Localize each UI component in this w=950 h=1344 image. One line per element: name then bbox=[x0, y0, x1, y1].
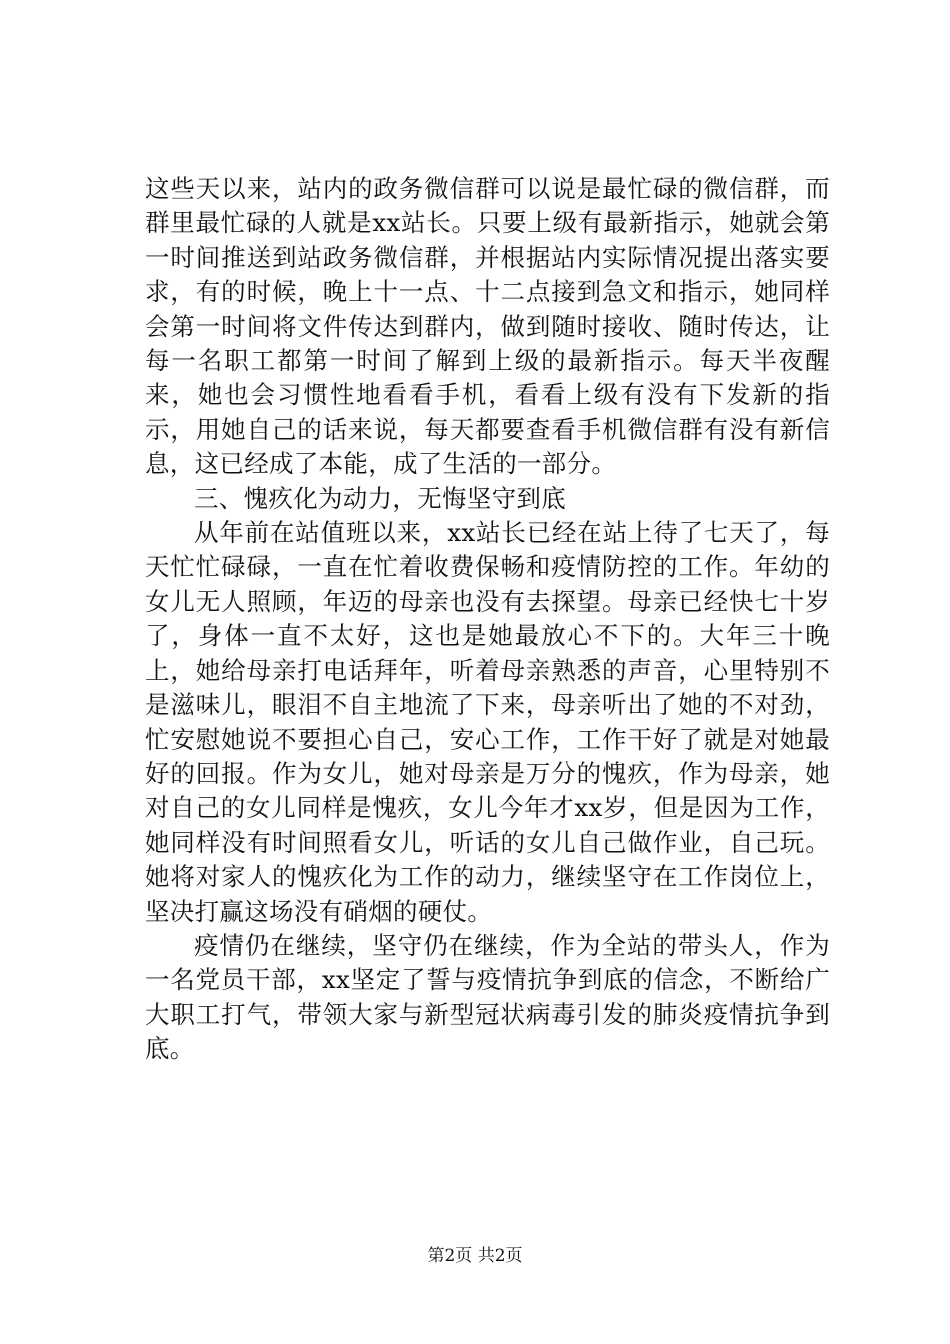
document-body bbox=[145, 172, 830, 1067]
page-footer: 第2页 共2页 bbox=[427, 1246, 523, 1266]
section-heading-3: 三、愧疚化为动力，无悔坚守到底 bbox=[194, 483, 566, 513]
paragraph-family-guilt: 从年前在站值班以来，xx站长已经在站上待了七天了，每天忙忙碌碌，一直在忙着收费保畅和疫情防控的工作。年幼的女儿无人照顾，年迈的母亲也没有去探望。母亲已经快七十岁了，身体一直不太好，这也是她最放心不下的。大年三十晚上，她给母亲打电话拜年，听着母亲熟悉的声音，心里特别不是滋味儿，眼泪不自主地流了下来，母亲听出了她的不对劲，忙安慰她说不要担心自己，安心工作，工作干好了就是对她最好的回报。作为女儿，她对母亲是万分的愧疚，作为母亲，她对自己的女儿同样是愧疚，女儿今年才xx岁，但是因为工作，她同样没有时间照看女儿，听话的女儿自己做作业，自己玩。她将对家人的愧疚化为工作的动力，继续坚守在工作岗位上，坚决打赢这场没有硝烟的硬仗。 bbox=[145, 518, 830, 926]
paragraph-conclusion: 疫情仍在继续，坚守仍在继续，作为全站的带头人，作为一名党员干部，xx坚定了誓与疫情抗争到底的信念，不断给广大职工打气，带领大家与新型冠状病毒引发的肺炎疫情抗争到底。 bbox=[145, 930, 830, 1064]
paragraph-station-wechat: 这些天以来，站内的政务微信群可以说是最忙碌的微信群，而群里最忙碌的人就是xx站长。只要上级有最新指示，她就会第一时间推送到站政务微信群，并根据站内实际情况提出落实要求，有的时候，晚上十一点、十二点接到急文和指示，她同样会第一时间将文件传达到群内，做到随时接收、随时传达，让每一名职工都第一时间了解到上级的最新指示。每天半夜醒来，她也会习惯性地看看手机，看看上级有没有下发新的指示，用她自己的话来说，每天都要查看手机微信群有没有新信息，这已经成了本能，成了生活的一部分。 bbox=[145, 174, 830, 479]
